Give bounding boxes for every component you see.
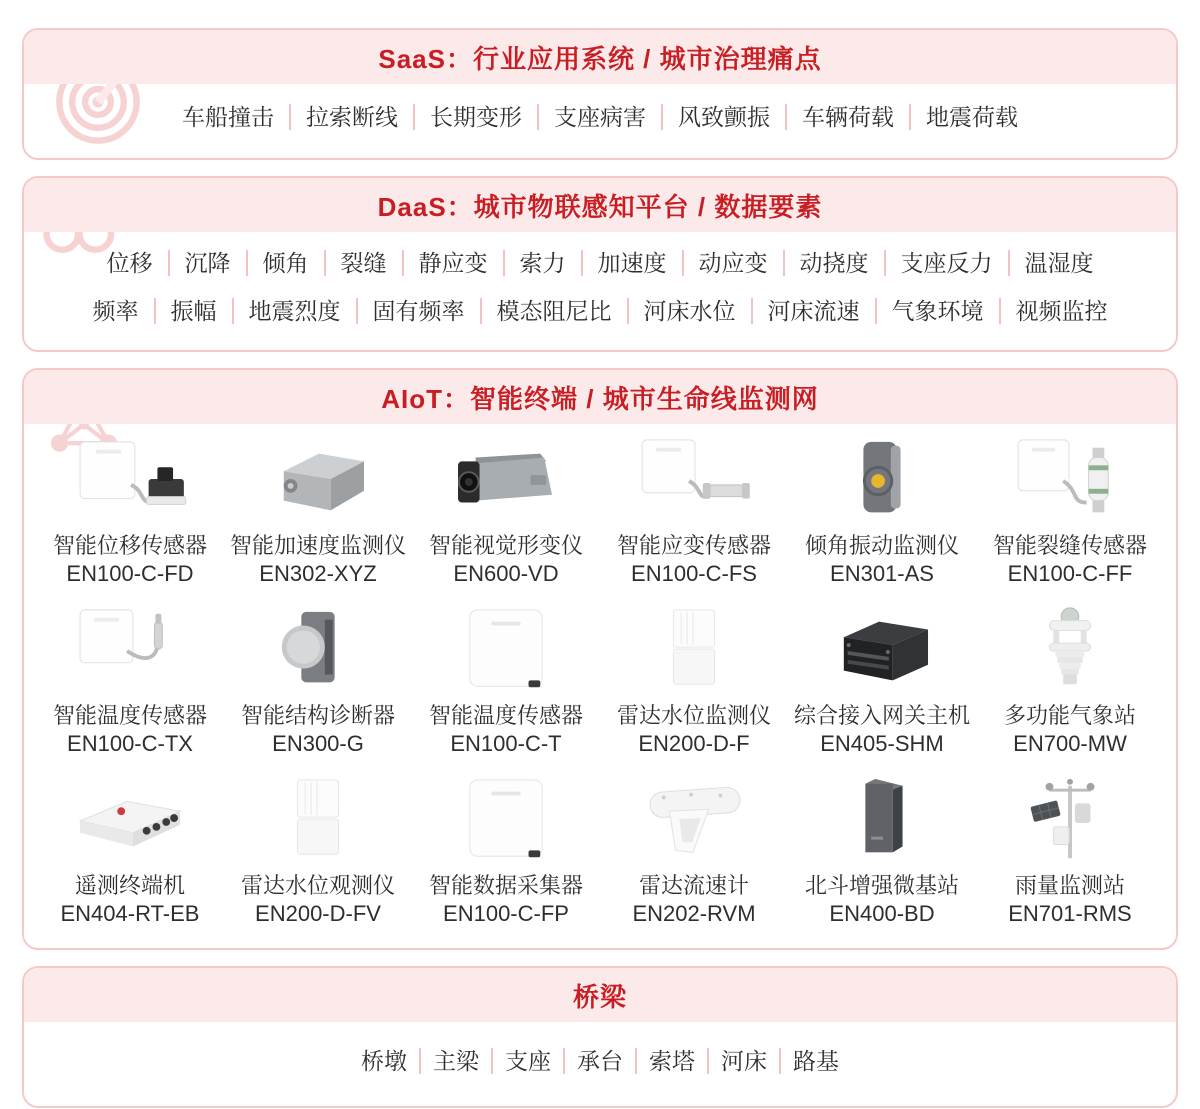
tag-item: 振幅: [170, 298, 217, 324]
product-model: EN100-C-FF: [1007, 561, 1133, 586]
tag-item: 视频监控: [1015, 298, 1108, 324]
bridge-tag-row: [24, 1046, 1176, 1076]
saas-header: [24, 30, 1176, 84]
product-name: 智能结构诊断器: [240, 703, 395, 728]
bridge-header: [24, 968, 1176, 1022]
tag-item: 动挠度: [799, 250, 869, 276]
product-name: 综合接入网关主机: [793, 703, 970, 728]
saas-tag-row: [24, 102, 1176, 132]
tag-item: 河床流速: [767, 298, 860, 324]
product-card: [414, 432, 598, 588]
product-model: EN100-C-T: [450, 731, 562, 756]
tag-item: 桥墩: [361, 1048, 407, 1074]
tag-item: 支座: [505, 1048, 551, 1074]
product-card: [414, 772, 598, 928]
product-model: EN200-D-F: [638, 731, 750, 756]
tag-item: 静应变: [418, 250, 488, 276]
saas-panel: [22, 28, 1178, 160]
product-card: [790, 432, 974, 588]
product-model: EN200-D-FV: [255, 901, 381, 926]
product-name: 智能应变传感器: [616, 533, 771, 558]
white-panel-icon: [414, 602, 598, 698]
tag-item: 路基: [793, 1048, 839, 1074]
product-name: 北斗增强微基站: [804, 873, 959, 898]
tag-item: 固有频率: [372, 298, 465, 324]
tag-item: 承台: [577, 1048, 623, 1074]
product-name: 雷达流速计: [638, 873, 749, 898]
product-name: 智能视觉形变仪: [428, 533, 583, 558]
product-model: EN100-C-FD: [66, 561, 194, 586]
product-grid: [24, 424, 1176, 948]
product-model: EN100-C-FS: [631, 561, 757, 586]
product-name: 倾角振动监测仪: [804, 533, 959, 558]
rack-server-icon: [790, 602, 974, 698]
product-model: EN302-XYZ: [259, 561, 377, 586]
daas-tag-row-2: [24, 296, 1176, 326]
tag-item: 索塔: [649, 1048, 695, 1074]
product-card: [414, 602, 598, 758]
tag-item: 支座反力: [900, 250, 993, 276]
product-model: EN600-VD: [453, 561, 559, 586]
tag-item: 动应变: [698, 250, 768, 276]
product-name: 智能位移传感器: [52, 533, 207, 558]
accelerometer-icon: [226, 432, 410, 528]
tag-item: 加速度: [597, 250, 667, 276]
product-model: EN300-G: [272, 731, 364, 756]
daas-title: DaaS：城市物联感知平台 / 数据要素: [377, 191, 823, 222]
product-model: EN100-C-TX: [67, 731, 193, 756]
product-name: 智能数据采集器: [428, 873, 583, 898]
saas-body: [24, 84, 1176, 158]
flow-meter-icon: [602, 772, 786, 868]
daas-panel: [22, 176, 1178, 352]
product-card: [978, 772, 1162, 928]
product-name: 智能裂缝传感器: [992, 533, 1147, 558]
product-model: EN100-C-FP: [443, 901, 569, 926]
aiot-header: [24, 370, 1176, 424]
strain-sensor-icon: [602, 432, 786, 528]
tag-item: 索力: [519, 250, 566, 276]
tag-item: 车船撞击: [182, 104, 274, 130]
tag-item: 支座病害: [554, 104, 646, 130]
tag-item: 地震烈度: [248, 298, 341, 324]
product-model: EN202-RVM: [632, 901, 756, 926]
tag-item: 倾角: [262, 250, 309, 276]
temp-probe-icon: [38, 602, 222, 698]
white-panel-icon: [414, 772, 598, 868]
bridge-body: [24, 1022, 1176, 1106]
product-name: 智能温度传感器: [52, 703, 207, 728]
tag-item: 主梁: [433, 1048, 479, 1074]
dark-tower-icon: [790, 772, 974, 868]
product-card: [226, 772, 410, 928]
tag-item: 位移: [106, 250, 153, 276]
product-card: [790, 772, 974, 928]
tag-item: 河床: [721, 1048, 767, 1074]
product-card: [602, 602, 786, 758]
product-card: [226, 602, 410, 758]
telemetry-terminal-icon: [38, 772, 222, 868]
product-card: [602, 772, 786, 928]
saas-title: SaaS：行业应用系统 / 城市治理痛点: [378, 43, 822, 74]
product-name: 遥测终端机: [74, 873, 185, 898]
product-name: 雷达水位监测仪: [616, 703, 771, 728]
aiot-title: AIoT：智能终端 / 城市生命线监测网: [381, 383, 819, 414]
tag-item: 拉索断线: [306, 104, 398, 130]
product-card: [602, 432, 786, 588]
tag-item: 气象环境: [891, 298, 984, 324]
product-card: [226, 432, 410, 588]
tag-item: 车辆荷载: [802, 104, 894, 130]
product-name: 多功能气象站: [1003, 703, 1136, 728]
tag-item: 模态阻尼比: [496, 298, 612, 324]
product-model: EN301-AS: [830, 561, 934, 586]
rain-station-icon: [978, 772, 1162, 868]
product-card: [978, 432, 1162, 588]
product-name: 雷达水位观测仪: [240, 873, 395, 898]
structure-diagnostic-icon: [226, 602, 410, 698]
daas-tag-row-1: [24, 248, 1176, 278]
product-model: EN701-RMS: [1008, 901, 1132, 926]
tag-item: 河床水位: [643, 298, 736, 324]
displacement-sensor-icon: [38, 432, 222, 528]
daas-header: [24, 178, 1176, 232]
stacked-cube-icon: [226, 772, 410, 868]
product-card: [790, 602, 974, 758]
stacked-cube-icon: [602, 602, 786, 698]
product-name: 智能温度传感器: [428, 703, 583, 728]
tag-item: 风致颤振: [678, 104, 770, 130]
weather-head-icon: [978, 602, 1162, 698]
tag-item: 地震荷载: [926, 104, 1018, 130]
tag-item: 频率: [92, 298, 139, 324]
product-model: EN404-RT-EB: [60, 901, 200, 926]
product-card: [978, 602, 1162, 758]
product-model: EN700-MW: [1013, 731, 1127, 756]
product-name: 智能加速度监测仪: [229, 533, 406, 558]
tag-item: 长期变形: [430, 104, 522, 130]
product-card: [38, 602, 222, 758]
product-card: [38, 772, 222, 928]
tag-item: 温湿度: [1024, 250, 1094, 276]
bridge-panel: [22, 966, 1178, 1108]
aiot-panel: [22, 368, 1178, 950]
vision-camera-icon: [414, 432, 598, 528]
product-model: EN405-SHM: [820, 731, 944, 756]
daas-body: [24, 232, 1176, 350]
bridge-title: 桥梁: [572, 981, 627, 1012]
tag-item: 裂缝: [340, 250, 387, 276]
product-model: EN400-BD: [829, 901, 935, 926]
tilt-sensor-icon: [790, 432, 974, 528]
tag-item: 沉降: [184, 250, 231, 276]
product-card: [38, 432, 222, 588]
crack-sensor-icon: [978, 432, 1162, 528]
product-name: 雨量监测站: [1014, 873, 1125, 898]
